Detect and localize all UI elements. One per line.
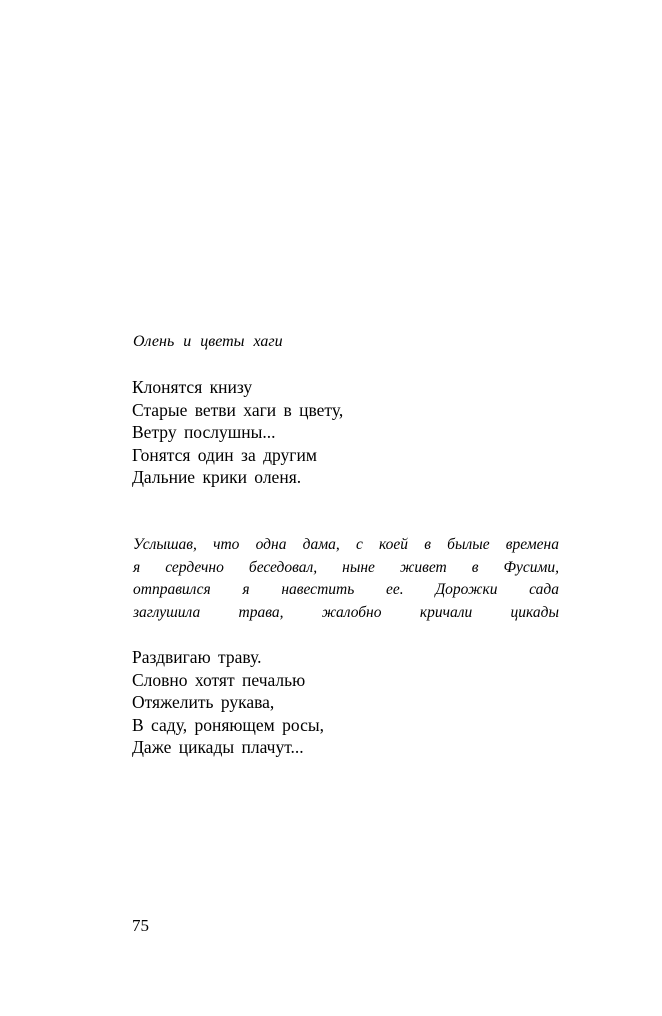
poem-2-line: Раздвигаю траву. bbox=[132, 647, 262, 667]
poem-1-line: Гонятся один за другим bbox=[132, 444, 317, 465]
poem-2-line: Даже цикады плачут... bbox=[132, 737, 304, 757]
poem-1 bbox=[132, 376, 343, 489]
prose-line: заглушила трава, жалобно кричали цикады bbox=[133, 603, 559, 621]
poem-2-line: В саду, роняющем росы, bbox=[132, 714, 324, 735]
poem-1-line: Ветру послушны... bbox=[132, 422, 276, 442]
poem-2-line: Словно хотят печалью bbox=[132, 669, 306, 690]
poem-1-line: Клонятся книзу bbox=[132, 377, 253, 397]
prose-line: отправился я навестить ее. Дорожки сада bbox=[133, 581, 559, 598]
page-number: 75 bbox=[132, 916, 149, 935]
prose-introduction bbox=[133, 534, 559, 624]
poem-1-line: Старые ветви хаги в цвету, bbox=[132, 399, 344, 420]
prose-line: Услышав, что одна дама, с коей в былые времена bbox=[133, 536, 559, 553]
poem-title: Олень и цветы хаги bbox=[133, 333, 283, 350]
prose-line: я сердечно беседовал, ныне живет в Фусими, bbox=[133, 558, 559, 576]
poem-2-line: Отяжелить рукава, bbox=[132, 692, 275, 712]
poem-2 bbox=[132, 646, 324, 759]
poem-1-line: Дальние крики оленя. bbox=[132, 467, 302, 487]
